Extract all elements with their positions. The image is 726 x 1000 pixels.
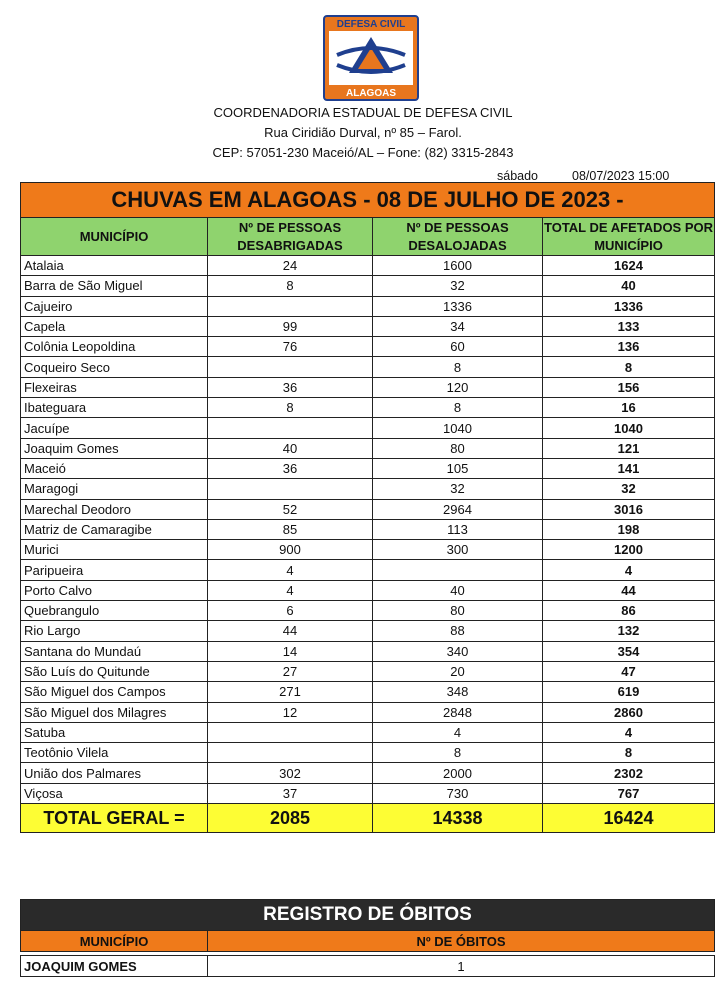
cell-total: 354	[543, 641, 715, 661]
table-row	[21, 580, 715, 600]
cell-total: 4	[543, 722, 715, 742]
org-address: Rua Ciridião Durval, nº 85 – Farol.	[264, 125, 462, 140]
cell-desalojadas: 20	[373, 661, 543, 681]
cell-desalojadas: 1336	[373, 296, 543, 316]
org-name: COORDENADORIA ESTADUAL DE DEFESA CIVIL	[213, 105, 513, 120]
org-cep: CEP: 57051-230 Maceió/AL – Fone: (82) 3315-2843	[212, 145, 514, 160]
table-row	[21, 296, 715, 316]
cell-total: 8	[543, 357, 715, 377]
cell-desabrigadas: 52	[208, 499, 373, 519]
cell-municipio: Matriz de Camaragibe	[21, 519, 208, 539]
cell-desalojadas: 8	[373, 357, 543, 377]
cell-total: 136	[543, 337, 715, 357]
cell-municipio: Colônia Leopoldina	[21, 337, 208, 357]
cell-municipio: Maragogi	[21, 479, 208, 499]
cell-municipio: União dos Palmares	[21, 763, 208, 783]
cell-municipio: Santana do Mundaú	[21, 641, 208, 661]
cell-desabrigadas: 27	[208, 661, 373, 681]
cell-desabrigadas: 36	[208, 458, 373, 478]
cell-desalojadas: 60	[373, 337, 543, 357]
table-row	[21, 519, 715, 539]
table-row	[21, 682, 715, 702]
cell-municipio: São Miguel dos Campos	[21, 682, 208, 702]
cell-desalojadas: 88	[373, 621, 543, 641]
cell-desabrigadas: 302	[208, 763, 373, 783]
table-row	[21, 458, 715, 478]
report-datetime: 08/07/2023 15:00	[572, 169, 670, 183]
cell-total: 32	[543, 479, 715, 499]
cell-municipio: Barra de São Miguel	[21, 276, 208, 296]
cell-desalojadas: 34	[373, 316, 543, 336]
table-row	[21, 540, 715, 560]
cell-desalojadas: 80	[373, 438, 543, 458]
table-row	[21, 661, 715, 681]
deaths-cell-municipio: JOAQUIM GOMES	[21, 956, 208, 977]
table-row	[21, 438, 715, 458]
cell-desabrigadas: 271	[208, 682, 373, 702]
cell-desabrigadas: 4	[208, 560, 373, 580]
table-row	[21, 722, 715, 742]
cell-desabrigadas: 85	[208, 519, 373, 539]
cell-desalojadas: 105	[373, 458, 543, 478]
cell-total: 619	[543, 682, 715, 702]
cell-desabrigadas	[208, 418, 373, 438]
cell-total: 198	[543, 519, 715, 539]
table-row	[21, 256, 715, 276]
cell-desabrigadas: 8	[208, 398, 373, 418]
cell-municipio: Marechal Deodoro	[21, 499, 208, 519]
cell-desalojadas: 113	[373, 519, 543, 539]
table-row	[21, 783, 715, 803]
cell-municipio: Rio Largo	[21, 621, 208, 641]
table-row	[21, 641, 715, 661]
cell-total: 1200	[543, 540, 715, 560]
deaths-col-municipio: MUNICÍPIO	[21, 931, 208, 952]
cell-desabrigadas: 900	[208, 540, 373, 560]
cell-municipio: Teotônio Vilela	[21, 743, 208, 763]
deaths-cell-count: 1	[208, 956, 715, 977]
col-desabrigadas: Nº DE PESSOAS DESABRIGADAS	[208, 218, 373, 256]
cell-desalojadas: 2848	[373, 702, 543, 722]
cell-municipio: Atalaia	[21, 256, 208, 276]
table-row	[21, 398, 715, 418]
cell-total: 8	[543, 743, 715, 763]
cell-municipio: Paripueira	[21, 560, 208, 580]
cell-desabrigadas: 40	[208, 438, 373, 458]
table-row	[21, 337, 715, 357]
cell-desabrigadas	[208, 479, 373, 499]
cell-desabrigadas	[208, 722, 373, 742]
cell-municipio: Viçosa	[21, 783, 208, 803]
cell-total: 40	[543, 276, 715, 296]
deaths-title: REGISTRO DE ÓBITOS	[21, 900, 715, 931]
cell-desalojadas: 2964	[373, 499, 543, 519]
cell-desalojadas: 1600	[373, 256, 543, 276]
total-desalojadas: 14338	[373, 804, 543, 833]
cell-municipio: Porto Calvo	[21, 580, 208, 600]
table-row	[21, 560, 715, 580]
cell-total: 133	[543, 316, 715, 336]
cell-desabrigadas: 6	[208, 601, 373, 621]
cell-municipio: Quebrangulo	[21, 601, 208, 621]
table-row	[21, 601, 715, 621]
cell-desalojadas: 1040	[373, 418, 543, 438]
total-row	[21, 804, 715, 833]
cell-desalojadas: 8	[373, 743, 543, 763]
cell-desabrigadas: 4	[208, 580, 373, 600]
col-municipio: MUNICÍPIO	[21, 218, 208, 256]
cell-municipio: Murici	[21, 540, 208, 560]
cell-total: 3016	[543, 499, 715, 519]
cell-desabrigadas: 12	[208, 702, 373, 722]
cell-total: 44	[543, 580, 715, 600]
cell-desalojadas	[373, 560, 543, 580]
total-afetados: 16424	[543, 804, 715, 833]
logo-top-text: DEFESA CIVIL	[336, 19, 406, 30]
cell-municipio: Jacuípe	[21, 418, 208, 438]
col-total-afetados: TOTAL DE AFETADOS POR MUNICÍPIO	[543, 218, 715, 256]
cell-desabrigadas: 44	[208, 621, 373, 641]
cell-desabrigadas: 36	[208, 377, 373, 397]
cell-desabrigadas	[208, 743, 373, 763]
cell-total: 1624	[543, 256, 715, 276]
table-row	[21, 621, 715, 641]
table-row	[21, 418, 715, 438]
cell-total: 2302	[543, 763, 715, 783]
cell-desabrigadas: 99	[208, 316, 373, 336]
cell-total: 1040	[543, 418, 715, 438]
table-row	[21, 499, 715, 519]
cell-municipio: Satuba	[21, 722, 208, 742]
defesa-civil-logo	[323, 15, 419, 101]
table-title: CHUVAS EM ALAGOAS - 08 DE JULHO DE 2023 -	[21, 183, 715, 218]
cell-desabrigadas	[208, 357, 373, 377]
deaths-col-obitos: Nº DE ÓBITOS	[208, 931, 715, 952]
cell-municipio: São Luís do Quitunde	[21, 661, 208, 681]
table-row	[21, 702, 715, 722]
table-row	[21, 743, 715, 763]
cell-municipio: Capela	[21, 316, 208, 336]
cell-desalojadas: 32	[373, 276, 543, 296]
cell-total: 16	[543, 398, 715, 418]
cell-desabrigadas: 14	[208, 641, 373, 661]
cell-total: 121	[543, 438, 715, 458]
table-row	[21, 377, 715, 397]
cell-desalojadas: 120	[373, 377, 543, 397]
table-row	[21, 763, 715, 783]
cell-total: 2860	[543, 702, 715, 722]
rain-impact-table	[20, 182, 715, 833]
cell-total: 47	[543, 661, 715, 681]
table-row	[21, 357, 715, 377]
total-label: TOTAL GERAL =	[21, 804, 208, 833]
total-desabrigadas: 2085	[208, 804, 373, 833]
cell-municipio: Cajueiro	[21, 296, 208, 316]
cell-desabrigadas: 8	[208, 276, 373, 296]
cell-total: 132	[543, 621, 715, 641]
cell-total: 141	[543, 458, 715, 478]
cell-desalojadas: 340	[373, 641, 543, 661]
cell-desalojadas: 80	[373, 601, 543, 621]
cell-municipio: Ibateguara	[21, 398, 208, 418]
cell-desalojadas: 4	[373, 722, 543, 742]
table-row	[21, 479, 715, 499]
cell-municipio: São Miguel dos Milagres	[21, 702, 208, 722]
cell-desalojadas: 40	[373, 580, 543, 600]
table-row	[21, 276, 715, 296]
cell-desabrigadas: 76	[208, 337, 373, 357]
cell-total: 86	[543, 601, 715, 621]
deaths-table	[20, 899, 715, 977]
logo-bottom-text: ALAGOAS	[346, 88, 396, 99]
cell-municipio: Coqueiro Seco	[21, 357, 208, 377]
cell-desalojadas: 300	[373, 540, 543, 560]
report-weekday: sábado	[497, 169, 539, 183]
table-row	[21, 316, 715, 336]
cell-total: 1336	[543, 296, 715, 316]
cell-municipio: Joaquim Gomes	[21, 438, 208, 458]
cell-desalojadas: 348	[373, 682, 543, 702]
cell-municipio: Flexeiras	[21, 377, 208, 397]
cell-desalojadas: 730	[373, 783, 543, 803]
cell-desalojadas: 2000	[373, 763, 543, 783]
cell-desabrigadas: 37	[208, 783, 373, 803]
deaths-row	[21, 956, 715, 977]
cell-desalojadas: 32	[373, 479, 543, 499]
cell-desabrigadas	[208, 296, 373, 316]
cell-total: 156	[543, 377, 715, 397]
cell-municipio: Maceió	[21, 458, 208, 478]
cell-total: 4	[543, 560, 715, 580]
cell-total: 767	[543, 783, 715, 803]
cell-desalojadas: 8	[373, 398, 543, 418]
cell-desabrigadas: 24	[208, 256, 373, 276]
col-desalojadas: Nº DE PESSOAS DESALOJADAS	[373, 218, 543, 256]
